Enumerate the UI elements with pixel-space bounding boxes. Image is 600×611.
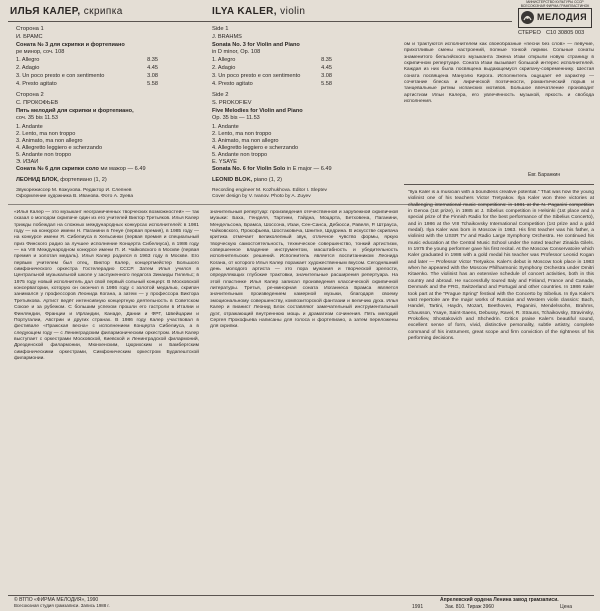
ru-prokofiev-movement: 5. Andante non troppo [16,152,72,158]
order-number: Зак. 810. Тираж 3960 [445,604,494,610]
liner-notes-en-column: "Ilya Kaler is a musician with a boundless creative potential." That was how the young violinist one of his teachers Victor Tretyakov. Ilya Kaler won three victories at challenging international music competitions: in 1981 at the N. Paganini competition in Genoa (1st prize), in 1985 at J. Sibelius competition in Helsinki (1st place and a special prize of the Finnish Radio for the best performance of the Sibelius Concerto), and in 1986 at the VIII Tchaikovsky International Competition (1st prize and a gold medal). Ilya Kaler was born in Moscow in 1963. His first teacher was his father, a violinist with the USSR TV and Radio Large Symphony Orchestra. He continued his music education at the Central Music School under the noted teacher Zinaida Gilels. In 1975 the young performer gave his first recital. At the Moscow Conservatoire which Kaler graduated in 1986 with a gold medal his teacher was Professor Leonid Kogan and later — Professor Victor Tretyakov. Kaler's debut in Moscow took place in 1983 when he appeared with the Moscow Philharmonic Symphony Orchestra under Dmitri Kitaenko. The violinist has an extensive schedule of concert activities, both in this country and abroad. He successfully toured Italy and Finland, France and Canada, Denmark and the FRG, Switzerland and Portugal and other countries. In 1986 Kaler took part at the "Prague Spring" festival with the Concerto by Sibelius. In Ilya Kaler's vast repertoire are the major works of Russian and Western violin classics: Bach, Handel, Tartini, Haydn, Mozart, Beethoven, Paganini, Mendelssohn, Brahms, Chausson, Ysaye, Saint-Saens, Debussy, Ravel, R. Strauss, Tchaikovsky, Stravinsky, Prokofiev, Shostakovich and Shchedrin. Critics praise Kaler's beautiful sound, excellent sense of form, vivid, distinctive personality, subtle artistry, complete command of his instrument, great scope and firm conviction of the rightness of his performing decisions. [408,190,594,341]
en-work-brahms-title: Sonata No. 3 for Violin and Piano [212,42,300,48]
artist-heading-en [212,6,305,18]
en-credits: Recording engineer M. Kozhukhova. Editor I. Sleptev Cover design by V. Ivanov. Photo by A. Zuyev [212,188,327,199]
ru-work-ysaye: Соната № 6 для скрипки соло ми мажор — 6.49 [16,166,146,172]
liner-notes-ru-column-2: значительный репертуар: произведения отечественной и зарубежной скрипичной музыки: Баха, Генделя, Тартини, Гайдна, Моцарта, Бетховена, Паганини, Мендельсона, Брамса, Шоссона, Изаи, Сен-Санса, Дебюсси, Равеля, Р. Штрауса, Чайковского, Прокофьева, Шостаковича, Шнитке, Щедрина. В искусстве скрипача критика отмечает великолепный звук, отличное чувство формы, яркую творческую самостоятельность, техническое совершенство, тонкий артистизм, совершенное владение инструментом, масштабность и убедительность исполнительских решений. Исполнитель является воспитанником Леонида Когана, от которого Илья Калер поражает художественным вкусом. Сегодняшний день молодого артиста — это пора мужания и творческой зрелости, определяющих глубокие трактовки, значительные расширения репертуара. На этой пластинке Илья Калер записал произведения классической скрипичной литературы. Третья, ре-минорная соната Иоганнеса Брамса является значительным произведением камерной музыки, благодаря своему эмоциональному совершенству, композиторской фантазии и величию духа. Илья Калер и пианист Леонид Блок составляют замечательный инструментальный дуэт, отражающий внутреннюю мощь и драматизм сочинения. Пять мелодий Сергея Прокофьева написаны для голоса и фортепиано, а затем переложены для скрипки. [210,210,398,330]
melodiya-logo [518,8,592,28]
price-label: Цена [560,604,573,610]
ru-track-row: 1. Allegro 8.35 [16,57,158,63]
ru-work-prokofiev-title: Пять мелодий для скрипки и фортепиано, [16,108,134,114]
en-work-prokofiev-title: Five Melodies for Violin and Piano [212,108,303,114]
ru-pianist: ЛЕОНИД БЛОК, фортепиано (1, 2) [16,177,107,183]
ru-composer-brahms: И. БРАМС [16,34,43,40]
ru-work-brahms-key: ре минор, соч. 108 [16,49,65,55]
ru-prokofiev-movement: 1. Andante [16,124,43,130]
artist-name-ru: ИЛЬЯ КАЛЕР, [10,6,81,17]
ru-track-row: 4. Presto agitato 5.58 [16,81,158,87]
en-composer-prokofiev: S. PROKOFIEV [212,100,252,106]
ru-work-prokofiev-opus: соч. 35 bis 11.53 [16,115,58,121]
en-prokofiev-movement: 2. Lento, ma non troppo [212,131,272,137]
ru-side-1: Сторона 1 [16,26,44,32]
liner-notes-ru-column-1: «Илья Калер — это музыкант неограниченных творческих возможностей» — так сказал о молодом скрипаче один из его учителей Виктор Третьяков. Илья Калер трижды побеждал на сложных международных конкурсах исполнителей: в 1981 году — на конкурсе имени Н. Паганини в Генуе (первая премия), в 1985 году — на конкурсе имени Я. Сибелиуса в Хельсинки (первая премия и специальный приз Финского радио за лучшее исполнение Концерта Сибелиуса), в 1986 году — на VIII Международном конкурсе имени П. И. Чайковского в Москве (первая премия и золотая медаль). Илья Калер родился в 1963 году в Москве. Его первым учителем был отец, Виктор Калер, концертмейстер Большого симфонического оркестра Гостелерадио СССР. Затем Илья учился в Центральной музыкальной школе у заслуженного педагога Зинаиды Гилельс; в 1975 году новый исполнитель дал свой первый сольный концерт. В Московской консерватории, которую он окончил в 1986 году с золотой медалью, скрипач занимался у профессоров Леонида Когана, а затем — у профессора Виктора Третьякова. Артист ведёт интенсивную концертную деятельность в Советском Союзе и за рубежом. С большим успехом прошли его гастроли в Италии и Финляндии, Франции и Ирландии, Канаде, Дании и ФРГ, Швейцарии и Португалии, Австрии и других странах. В 1986 году Калер участвовал в фестивале «Пражская весна» с исполнением Концерта Сибелиуса, а в следующем году — с Ленинградским филармоническим оркестром. Илья Калер выступает с оркестрами Московской, Киевской и Ленинградской филармоний, Дрезденской филармонии, Мюнхенским, Цюрихским и Бамбергским симфоническими оркестрами, Симфоническим оркестром Будапештской филармонии. [14,210,199,361]
artist-name-en: ILYA KALER, [212,6,277,17]
artist-heading-ru [10,6,123,18]
en-track-row: 4. Presto agitato 5.58 [212,81,332,87]
print-year: 1991 [412,604,424,610]
ru-track-row: 2. Adagio 4.45 [16,65,158,71]
instrument-en: violin [280,6,306,17]
ministry-caption: МИНИСТЕРСТВО КУЛЬТУРЫ СССР ВСЕСОЮЗНАЯ ФИРМА ГРАМПЛАСТИНОК [520,0,590,8]
liner-notes-author: Евг. Баранкин [528,172,561,178]
ru-prokofiev-movement: 2. Lento, ma non troppo [16,131,76,137]
copyright: © ВТПО «ФИРМА МЕЛОДИЯ», 1990 [14,597,99,603]
en-composer-brahms: J. BRAHMS [212,34,242,40]
en-side-1: Side 1 [212,26,229,32]
ru-prokofiev-movement: 4. Allegretto leggiero e scherzando [16,145,103,151]
stereo-mark: СТЕРЕО [518,30,541,36]
liner-separator [404,184,594,185]
footer-rule [8,595,594,596]
header-rule [8,21,512,22]
en-track-row: 3. Un poco presto e con sentimento 3.08 [212,73,332,79]
ru-work-brahms-title: Соната № 3 для скрипки и фортепиано [16,42,125,48]
en-track-row: 2. Adagio 4.45 [212,65,332,71]
melodiya-emblem-icon [521,11,534,24]
en-pianist: LEONID BLOK, piano (1, 2) [212,177,282,183]
studio-note: Всесоюзная студия грамзаписи. Запись 1988 г. [14,603,110,608]
brand-name: МЕЛОДИЯ [537,12,588,22]
en-work-ysaye: Sonata No. 6 for Violin Solo in E major — 6.49 [212,166,332,172]
ru-side-2: Сторона 2 [16,92,44,98]
en-prokofiev-movement: 5. Andante non troppo [212,152,268,158]
en-work-brahms-key: in D minor, Op. 108 [212,49,261,55]
catalog-number: С10 30805 003 [546,30,585,36]
ru-composer-ysaye: Э. ИЗАИ [16,159,39,165]
ru-composer-prokofiev: С. ПРОКОФЬЕВ [16,100,59,106]
ru-track-row: 3. Un poco presto e con sentimento 3.08 [16,73,158,79]
ru-credits: Звукорежиссер М. Кожухова. Редактор И. Слепнев Оформление художника В. Иванова. Фото А. Зуева [16,188,134,199]
ru-prokofiev-movement: 3. Animato, ma non allegro [16,138,83,144]
en-prokofiev-movement: 4. Allegretto leggiero e scherzando [212,145,299,151]
en-prokofiev-movement: 3. Animato, ma non allegro [212,138,279,144]
en-composer-ysaye: E. YSAYE [212,159,237,165]
liner-notes-ru-continuation: ом и трактуются исполнителем как своеобразные «песни без слов» — певучие, прихотливые смены настроений, полные тонкой лирики. Сольные сонаты знаменитого бельгийского музыканта Эжена Изаи открыли новую страницу в скрипичном репертуаре. Соната Изаи вызывает большой интерес исполнителей. Каждая из них была посвящена выдающемуся скрипачу-современнику. Шестая соната посвящена Мануэлю Кирога. Исполнитель ощущает её характер — сочетание блеска и лирической поэтичности, романтический порыв и танцевальные ритмы испанских мотивов. Большое впечатление производит артистизм Ильи Калера, его увлечённость музыкой, яркость и свобода исполнения. [404,42,594,105]
pressing-plant: Апрелевский ордена Ленина завод грамзаписи. [440,597,559,603]
en-prokofiev-movement: 1. Andante [212,124,239,130]
en-work-prokofiev-opus: Op. 35 bis — 11.53 [212,115,260,121]
en-side-2: Side 2 [212,92,229,98]
en-track-row: 1. Allegro 8.35 [212,57,332,63]
instrument-ru: скрипка [83,6,123,17]
